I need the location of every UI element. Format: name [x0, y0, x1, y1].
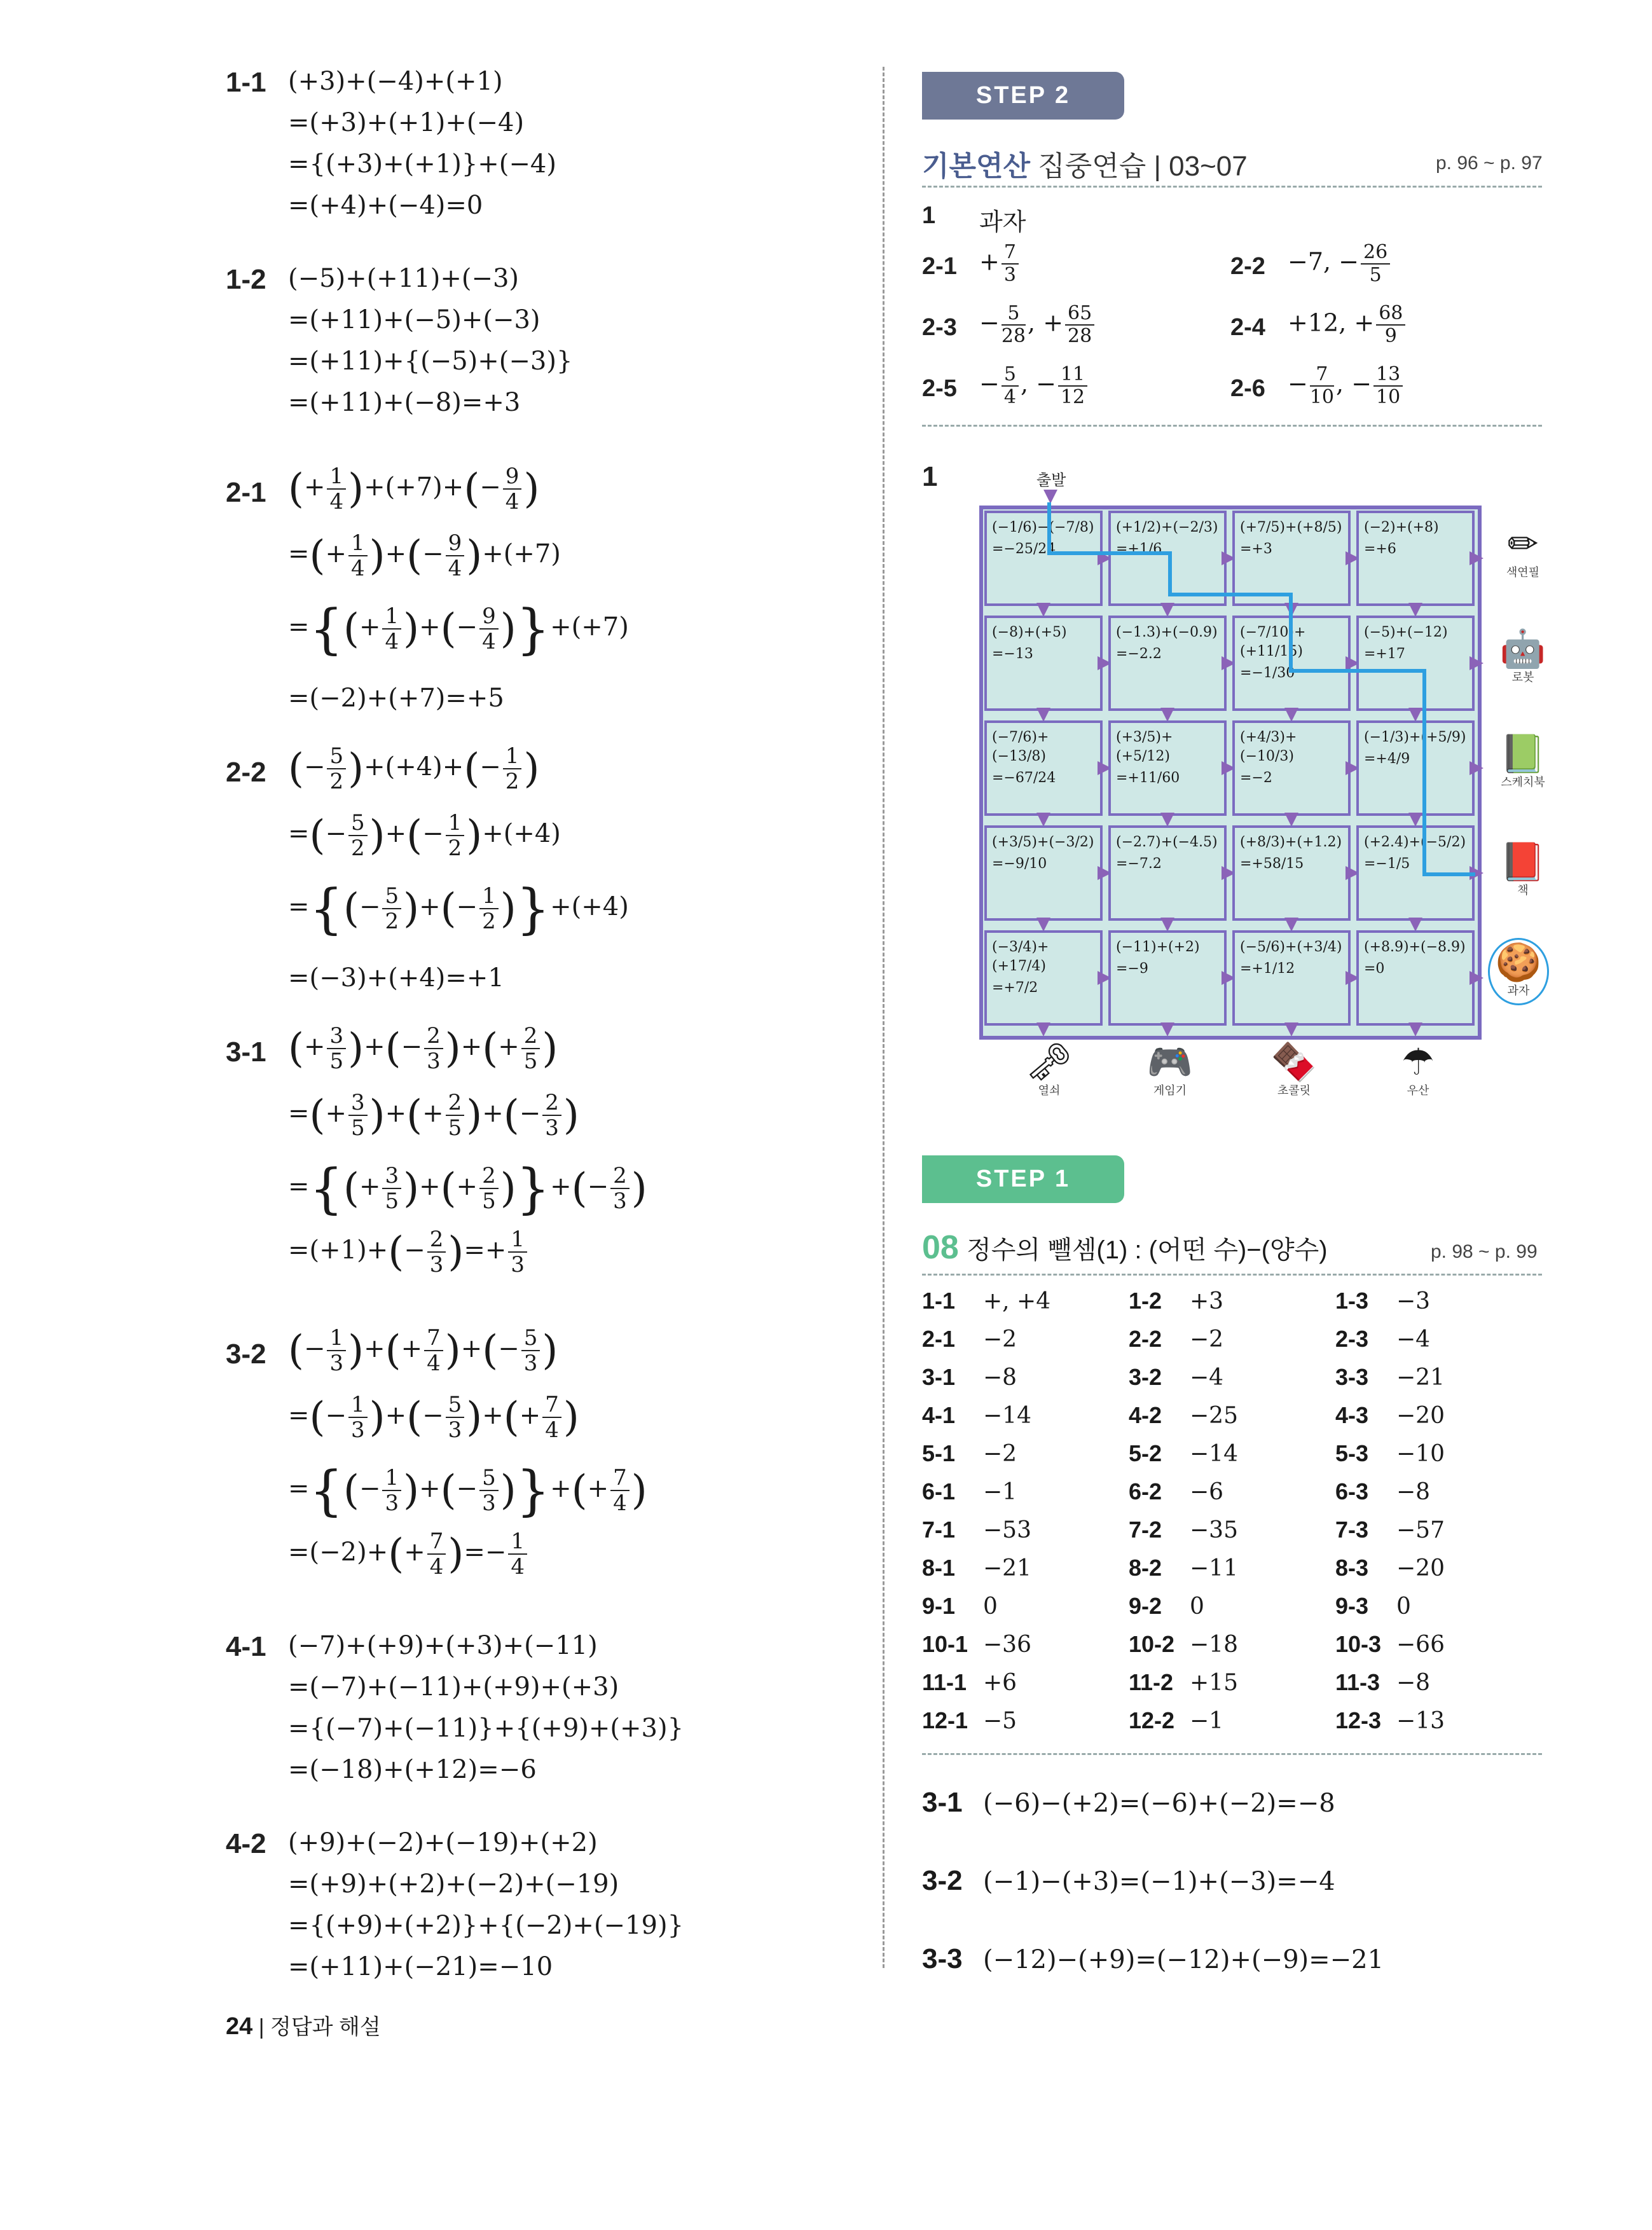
cell-result: =+11/60: [1116, 770, 1180, 786]
cell-result: =+17: [1364, 646, 1405, 662]
answer-value: +12, + $\frac{68}{9}$: [1288, 303, 1407, 347]
answer-value: −3: [1396, 1288, 1431, 1314]
cell-result: =−2: [1240, 770, 1272, 786]
answer-label: 7-2: [1129, 1517, 1162, 1543]
column-divider: [883, 67, 885, 1968]
map-label: 1: [922, 461, 938, 492]
work-text: (−12)−(+9)=(−12)+(−9)=−21: [983, 1945, 1384, 1974]
answer-value: −57: [1396, 1517, 1445, 1543]
answer-value: + $\frac{7}{3}$: [979, 242, 1021, 286]
answer-label: 1-1: [922, 1288, 956, 1314]
answer-item: [922, 1288, 1050, 1314]
cell-result: =+7/2: [992, 980, 1038, 996]
step1-title: [922, 1229, 1328, 1267]
step-line: (+ $\frac{1}{4}$ )+(+7)+(− $\frac{9}{4}$ ): [288, 464, 540, 514]
answer-value: −4: [1190, 1365, 1224, 1391]
answer-item: [1335, 1364, 1445, 1391]
cell-expression: (−8)+(+5): [992, 624, 1067, 640]
answer-label: 6-2: [1129, 1478, 1162, 1504]
answer-value: 0: [983, 1593, 998, 1620]
route-line: [1049, 502, 1475, 874]
answer-value: −4: [1396, 1326, 1431, 1352]
cell-expression: (−7/10)+(+11/15): [1240, 624, 1306, 659]
answer-label: 12-3: [1335, 1707, 1382, 1733]
step-line: =(− $\frac{5}{2}$ )+(− $\frac{1}{2}$ )+(+4): [288, 810, 561, 861]
problem-label: 1-1: [226, 67, 266, 98]
icon-label: 스케치북: [1501, 776, 1545, 788]
answer-value: −35: [1190, 1517, 1238, 1543]
answer-value: −1: [983, 1479, 1017, 1505]
solution-path: [979, 467, 1507, 1097]
cell-result: =−2.2: [1116, 646, 1162, 662]
cell-expression: (−1/6)−(−7/8): [992, 520, 1094, 535]
step2-pages: p. 96 ~ p. 97: [1436, 153, 1543, 174]
pencil-icon: ✏ 색연필: [1497, 521, 1548, 579]
game-console-icon: 🎮 게임기: [1145, 1040, 1195, 1097]
answer-label: 4-3: [1335, 1402, 1369, 1428]
answer-label: 9-1: [922, 1593, 956, 1619]
answer-label: 5-3: [1335, 1440, 1369, 1466]
cell-expression: (−5)+(−12): [1364, 624, 1448, 640]
answer-value: 0: [1396, 1593, 1411, 1620]
answer-item: [922, 1517, 1031, 1543]
answer-label: 8-3: [1335, 1555, 1369, 1581]
answer-label: 1-2: [1129, 1288, 1162, 1314]
answer-item: [1335, 1478, 1430, 1505]
answer-label: 10-2: [1129, 1631, 1175, 1657]
answer-value: −1: [1190, 1708, 1224, 1734]
cell-expression: (+3/5)+(+5/12): [1116, 729, 1173, 764]
step-line: ={(− $\frac{5}{2}$ )+(− $\frac{1}{2}$ )}+(+4): [288, 878, 629, 940]
answer-value: 과자: [979, 209, 1026, 236]
answer-value: −11: [1190, 1555, 1238, 1581]
answer-label: 2-3: [1335, 1326, 1369, 1352]
step-line: =(−18)+(+12)=−6: [288, 1755, 537, 1784]
step-line: ={(− $\frac{1}{3}$ )+(− $\frac{5}{3}$ )}+(+ $\frac{7}{4}$ ): [288, 1459, 647, 1522]
answer-label: 11-1: [922, 1669, 967, 1695]
answer-value: −21: [1396, 1365, 1445, 1391]
answer-label: 12-1: [922, 1707, 968, 1733]
lesson-title: 정수의 뺄셈(1) : (어떤 수)−(양수): [967, 1236, 1328, 1264]
answer-value: +6: [983, 1670, 1017, 1696]
cell-expression: (−2)+(+8): [1364, 520, 1439, 535]
cell-expression: (+8.9)+(−8.9): [1364, 939, 1466, 955]
step-line: (+3)+(−4)+(+1): [288, 67, 503, 96]
work-3-2: [922, 1865, 1335, 1897]
cell-expression: (−11)+(+2): [1116, 939, 1200, 955]
answer-item: [922, 1669, 1017, 1696]
cell-expression: (+1/2)+(−2/3): [1116, 520, 1218, 535]
answer-item: [922, 1402, 1031, 1429]
work-3-3: [922, 1943, 1384, 1975]
work-label: 3-2: [922, 1865, 963, 1896]
answer-item: [1335, 1440, 1445, 1467]
problem-label: 4-2: [226, 1828, 266, 1859]
umbrella-icon: ☂ 우산: [1393, 1040, 1443, 1097]
answer-item: [1129, 1517, 1238, 1543]
answer-label: 4-1: [922, 1402, 956, 1428]
cell-result: =+58/15: [1240, 856, 1304, 872]
cell-result: =+3: [1240, 541, 1272, 557]
icon-label: 로봇: [1511, 671, 1534, 684]
answer-item: [1129, 1288, 1223, 1314]
answer-label: 5-1: [922, 1440, 956, 1466]
work-text: (−6)−(+2)=(−6)+(−2)=−8: [983, 1789, 1335, 1818]
answer-label: 1: [922, 202, 936, 229]
robot-icon: 🤖 로봇: [1497, 626, 1548, 684]
answer-value: −14: [983, 1403, 1031, 1429]
answer-value: −8: [1396, 1670, 1431, 1696]
cell-result: =0: [1364, 961, 1385, 977]
problem-label: 3-2: [226, 1339, 266, 1370]
answer-label: 2-1: [922, 1326, 956, 1352]
cell-expression: (−1/3)+(+5/9): [1364, 729, 1466, 745]
answer-label: 1-3: [1335, 1288, 1369, 1314]
step1-badge: STEP 1: [922, 1155, 1124, 1203]
answer-label: 3-3: [1335, 1364, 1369, 1390]
answer-item: [1335, 1402, 1445, 1429]
answer-label: 10-1: [922, 1631, 968, 1657]
icon-label: 초콜릿: [1277, 1084, 1311, 1097]
step-line: ={(+ $\frac{1}{4}$ )+(− $\frac{9}{4}$ )}+(+7): [288, 598, 629, 660]
icon-label: 우산: [1407, 1084, 1429, 1097]
cell-expression: (−7/6)+(−13/8): [992, 729, 1049, 764]
answer-label: 2-5: [922, 375, 957, 402]
answer-item: [1129, 1478, 1223, 1505]
answer-label: 11-3: [1335, 1669, 1380, 1695]
cell-expression: (+7/5)+(+8/5): [1240, 520, 1342, 535]
answer-label: 10-3: [1335, 1631, 1382, 1657]
step-line: (− $\frac{1}{3}$ )+(+ $\frac{7}{4}$ )+(− $\frac{5}{3}$ ): [288, 1325, 558, 1376]
answer-label: 2-2: [1230, 253, 1265, 280]
answer-item: [1335, 1326, 1430, 1352]
maze-diagram: [979, 467, 1546, 1097]
answer-value: −8: [983, 1365, 1017, 1391]
answer-label: 6-3: [1335, 1478, 1369, 1504]
footer-text: 정답과 해설: [270, 2015, 381, 2039]
lesson-number: 08: [922, 1229, 959, 1266]
work-label: 3-1: [922, 1787, 963, 1818]
cell-result: =−25/24: [992, 541, 1056, 557]
step-line: ={(−7)+(−11)}+{(+9)+(+3)}: [288, 1714, 684, 1743]
divider-line: [922, 1753, 1542, 1755]
answer-item: [1129, 1364, 1223, 1391]
book-icon: 📕 책: [1497, 839, 1548, 897]
step-line: =(+9)+(+2)+(−2)+(−19): [288, 1869, 619, 1899]
step2-title-rest: 집중연습 | 03~07: [1030, 151, 1248, 182]
answer-item: [1129, 1631, 1238, 1658]
cell-result: =−7.2: [1116, 856, 1162, 872]
step2-title: [922, 143, 1248, 184]
step-line: =(+11)+(−5)+(−3): [288, 305, 540, 334]
cell-result: =−9/10: [992, 856, 1047, 872]
answer-value: −13: [1396, 1708, 1445, 1734]
cell-result: =+1/6: [1116, 541, 1162, 557]
divider-line: [922, 1274, 1542, 1276]
answer-label: 7-3: [1335, 1517, 1369, 1543]
answer-label: 2-1: [922, 253, 957, 280]
answer-label: 2-3: [922, 314, 957, 341]
answer-value: +, +4: [983, 1288, 1051, 1314]
work-text: (−1)−(+3)=(−1)+(−3)=−4: [983, 1867, 1335, 1896]
cell-expression: (+3/5)+(−3/2): [992, 834, 1094, 850]
answer-item: [922, 1707, 1017, 1734]
answer-label: 5-2: [1129, 1440, 1162, 1466]
step-line: =(−2)+(+ $\frac{7}{4}$ )=− $\frac{1}{4}$: [288, 1529, 529, 1579]
answer-item: [922, 1593, 998, 1620]
answer-value: −8: [1396, 1479, 1431, 1505]
icon-label: 게임기: [1153, 1084, 1187, 1097]
answer-label: 7-1: [922, 1517, 956, 1543]
answer-label: 3-2: [1129, 1364, 1162, 1390]
step-line: ={(+ $\frac{3}{5}$ )+(+ $\frac{2}{5}$ )}+(− $\frac{2}{3}$ ): [288, 1157, 647, 1220]
answer-value: − $\frac{5}{4}$ , − $\frac{11}{12}$: [979, 364, 1089, 408]
problem-label: 4-1: [226, 1631, 266, 1662]
answer-label: 3-1: [922, 1364, 956, 1390]
problem-label: 1-2: [226, 264, 266, 295]
answer-label: 4-2: [1129, 1402, 1162, 1428]
answer-item: [1335, 1555, 1445, 1581]
answer-item: [1335, 1593, 1411, 1620]
answer-item: [1129, 1402, 1238, 1429]
answer-value: −14: [1190, 1441, 1238, 1467]
cell-expression: (+2.4)+(−5/2): [1364, 834, 1466, 850]
answer-item: [1129, 1326, 1223, 1352]
answer-value: −20: [1396, 1403, 1445, 1429]
answer-label: 2-2: [1129, 1326, 1162, 1352]
step-line: (−7)+(+9)+(+3)+(−11): [288, 1631, 598, 1660]
answer-value: −18: [1190, 1632, 1238, 1658]
work-label: 3-3: [922, 1943, 963, 1974]
cell-result: =+4/9: [1364, 751, 1410, 767]
step-line: =(+11)+(−8)=+3: [288, 388, 521, 417]
answer-item: [922, 1326, 1017, 1352]
answer-value: 0: [1190, 1593, 1204, 1620]
answer-value: −25: [1190, 1403, 1238, 1429]
start-label: 출발: [1036, 472, 1066, 489]
answer-value: −10: [1396, 1441, 1445, 1467]
step-line: ={(+9)+(+2)}+{(−2)+(−19)}: [288, 1911, 684, 1940]
cell-result: =−13: [992, 646, 1033, 662]
page-footer: [226, 2009, 381, 2041]
answer-item: [1335, 1707, 1445, 1734]
step-line: =(−7)+(−11)+(+9)+(+3): [288, 1672, 619, 1702]
step2-title-bold: 기본연산: [922, 151, 1031, 182]
answer-item: [922, 1364, 1017, 1391]
answer-value: −2: [1190, 1326, 1224, 1352]
answer-item: [1129, 1707, 1223, 1734]
answer-label: 2-4: [1230, 314, 1265, 341]
answer-item: [1129, 1555, 1238, 1581]
problem-label: 2-1: [226, 477, 266, 508]
footer-separator: |: [258, 2015, 271, 2039]
answer-item: [1335, 1288, 1430, 1314]
step-line: (+ $\frac{3}{5}$ )+(− $\frac{2}{3}$ )+(+ $\frac{2}{5}$ ): [288, 1023, 558, 1074]
cell-expression: (−1.3)+(−0.9): [1116, 624, 1218, 640]
cell-result: =−1/30: [1240, 665, 1295, 681]
step-line: =(+ $\frac{3}{5}$ )+(+ $\frac{2}{5}$ )+(− $\frac{2}{3}$ ): [288, 1090, 579, 1141]
answer-item: [1335, 1517, 1445, 1543]
answer-item: [922, 1631, 1031, 1658]
step1-pages: p. 98 ~ p. 99: [1431, 1241, 1538, 1262]
answer-item: [1129, 1440, 1238, 1467]
step-line: =(−3)+(+4)=+1: [288, 963, 504, 993]
cell-result: =−67/24: [992, 770, 1056, 786]
answer-item: [1129, 1669, 1238, 1696]
cell-expression: (−5/6)+(+3/4): [1240, 939, 1342, 955]
step-line: =(+11)+(−21)=−10: [288, 1952, 553, 1981]
work-3-1: [922, 1787, 1335, 1819]
divider-line: [922, 186, 1542, 188]
icon-label: 책: [1517, 884, 1529, 897]
answer-label: 6-1: [922, 1478, 956, 1504]
cell-result: =−1/5: [1364, 856, 1410, 872]
cell-result: =+1/12: [1240, 961, 1295, 977]
answer-item: [922, 1555, 1031, 1581]
answer-value: −5: [983, 1708, 1017, 1734]
answer-value: +3: [1190, 1288, 1224, 1314]
answer-label: 11-2: [1129, 1669, 1174, 1695]
snack-icon: 🍪 과자: [1488, 938, 1549, 1005]
answer-label: 12-2: [1129, 1707, 1175, 1733]
step-line: =(+3)+(+1)+(−4): [288, 108, 525, 137]
problem-label: 3-1: [226, 1036, 266, 1068]
step2-badge: STEP 2: [922, 72, 1124, 120]
answer-item: [1129, 1593, 1204, 1620]
answer-value: −2: [983, 1441, 1017, 1467]
step-line: (+9)+(−2)+(−19)+(+2): [288, 1828, 598, 1857]
step-line: =(+ $\frac{1}{4}$ )+(− $\frac{9}{4}$ )+(+7): [288, 530, 561, 581]
answer-label: 2-6: [1230, 375, 1265, 402]
icon-label: 과자: [1507, 984, 1530, 997]
answer-value: −66: [1396, 1632, 1445, 1658]
answer-value: − $\frac{7}{10}$ , − $\frac{13}{10}$: [1288, 364, 1405, 408]
answer-label: 8-2: [1129, 1555, 1162, 1581]
cell-expression: (+8/3)+(+1.2): [1240, 834, 1342, 850]
answer-value: −53: [983, 1517, 1031, 1543]
sketchbook-icon: 📗 스케치북: [1497, 731, 1548, 788]
answer-value: − $\frac{5}{28}$ , + $\frac{65}{28}$: [979, 303, 1096, 347]
answer-item: [1335, 1669, 1430, 1696]
step-line: =(+1)+(− $\frac{2}{3}$ )=+ $\frac{1}{3}$: [288, 1227, 529, 1277]
key-icon: 🗝 열쇠: [1024, 1040, 1075, 1097]
answer-value: −21: [983, 1555, 1031, 1581]
answer-label: 9-3: [1335, 1593, 1369, 1619]
problem-label: 2-2: [226, 757, 266, 788]
answer-value: −6: [1190, 1479, 1224, 1505]
answer-label: 9-2: [1129, 1593, 1162, 1619]
step-line: =(− $\frac{1}{3}$ )+(− $\frac{5}{3}$ )+(+ $\frac{7}{4}$ ): [288, 1392, 579, 1443]
cell-expression: (+4/3)+(−10/3): [1240, 729, 1297, 764]
answer-value: −7, − $\frac{26}{5}$: [1288, 242, 1392, 286]
answer-value: −2: [983, 1326, 1017, 1352]
step-line: =(−2)+(+7)=+5: [288, 684, 504, 713]
divider-line: [922, 425, 1542, 427]
cell-result: =−9: [1116, 961, 1148, 977]
cell-expression: (−3/4)+(+17/4): [992, 939, 1049, 974]
answer-value: +15: [1190, 1670, 1238, 1696]
step-line: (−5)+(+11)+(−3): [288, 264, 520, 293]
page-number: 24: [226, 2013, 253, 2040]
answer-item: [922, 1440, 1017, 1467]
step-line: =(+4)+(−4)=0: [288, 191, 483, 220]
cell-expression: (−2.7)+(−4.5): [1116, 834, 1218, 850]
step-line: =(+11)+{(−5)+(−3)}: [288, 347, 573, 376]
answer-item: [922, 1478, 1017, 1505]
icon-label: 색연필: [1506, 566, 1540, 579]
icon-label: 열쇠: [1038, 1084, 1061, 1097]
answer-value: −20: [1396, 1555, 1445, 1581]
chocolate-icon: 🍫 초콜릿: [1269, 1040, 1319, 1097]
cell-result: =+6: [1364, 541, 1396, 557]
answer-item: [1335, 1631, 1445, 1658]
step-line: ={(+3)+(+1)}+(−4): [288, 149, 556, 179]
answer-value: −36: [983, 1632, 1031, 1658]
answer-label: 8-1: [922, 1555, 956, 1581]
step-line: (− $\frac{5}{2}$ )+(+4)+(− $\frac{1}{2}$ ): [288, 743, 540, 794]
